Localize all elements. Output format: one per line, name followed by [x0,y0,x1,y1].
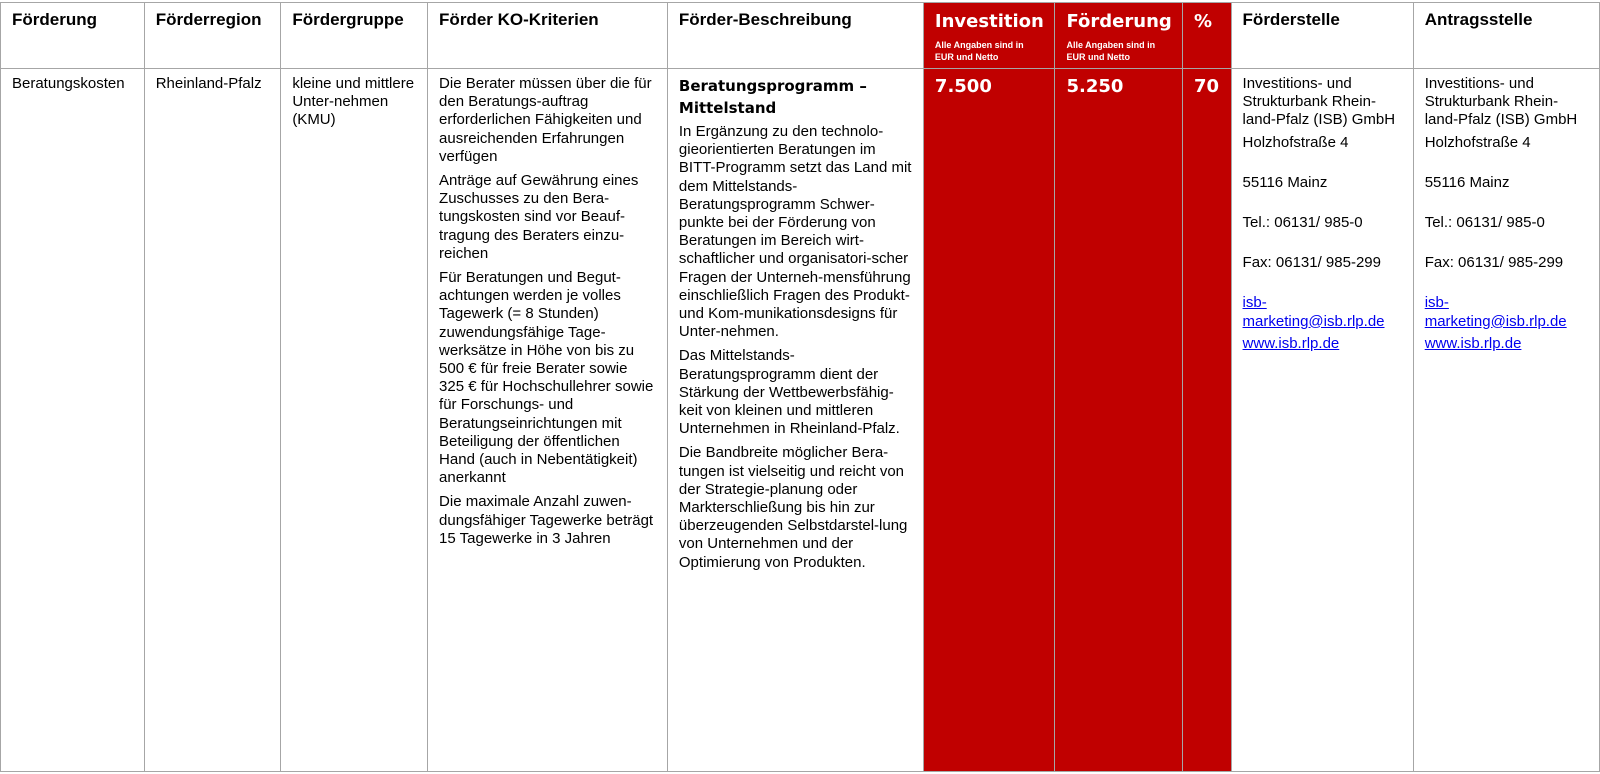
beschreibung-paragraph: Das Mittelstands-Beratungsprogramm dient der Stärkung der Wettbewerbsfähig-keit von kleinen und mittleren Unternehmen in Rheinland-Pfalz. [678,347,900,438]
header-investition-label: Investition [934,11,1044,32]
foerderstelle-email-part-2: marketing@isb.rlp.de [1242,312,1385,330]
ko-paragraph: Anträge auf Gewährung eines Zuschusses zu den Bera-tungskosten sind vor Beauf-tragung des Beraters einzu-reichen [439,172,639,262]
table-row [1,69,1600,772]
cell-investition: 7.500 [923,69,1055,772]
antragsstelle-name: Investitions- und Strukturbank Rhein-land-Pfalz (ISB) GmbH [1424,75,1578,129]
cell-ko-kriterien [428,69,668,772]
header-investition [923,3,1055,69]
foerderstelle-city: 55116 Mainz [1242,173,1328,191]
foerderstelle-email-link[interactable] [1243,294,1402,330]
header-investition-note: Alle Angaben sind in EUR und Netto [934,40,1024,62]
cell-beschreibung [667,69,923,772]
foerderstelle-web-link[interactable]: www.isb.rlp.de [1242,334,1340,352]
header-antragsstelle: Antragsstelle [1413,3,1599,69]
header-prozent [1182,3,1231,69]
antragsstelle-tel: Tel.: 06131/ 985-0 [1424,214,1545,232]
cell-foerderstelle [1231,69,1413,772]
beschreibung-title: Beratungsprogramm – Mittelstand [678,77,867,117]
header-foerderbetrag-note: Alle Angaben sind in EUR und Netto [1066,40,1156,62]
foerderstelle-fax: Fax: 06131/ 985-299 [1242,254,1381,272]
header-beschreibung: Förder-Beschreibung [667,3,923,69]
antragsstelle-email-part-2: marketing@isb.rlp.de [1424,312,1567,330]
antragsstelle-city: 55116 Mainz [1424,173,1510,191]
antragsstelle-street: Holzhofstraße 4 [1424,133,1531,151]
ko-paragraph: Die maximale Anzahl zuwen-dungsfähiger Tagewerke beträgt 15 Tagewerke in 3 Jahren [439,493,654,547]
cell-prozent: 70 [1182,69,1231,772]
header-foerderbetrag-label: Förderung [1066,11,1172,32]
ko-paragraph: Für Beratungen und Begut-achtungen werden je volles Tagewerk (= 8 Stunden) zuwendungsfähige Tage-werksätze in Höhe von bis zu 500 € für freie Berater sowie 325 € für Hochschullehrer sowie für Forschungs- und Beratungseinrichtungen mit Beteiligung der öffentlichen Hand (auch in Nebentätigkeit) anerkannt [439,269,654,487]
beschreibung-paragraph: In Ergänzung zu den technolo-gieorientierten Beratungen im BITT-Programm setzt das Land mit dem Mittelstands-Beratungsprogramm Schwer-punkte bei der Förderung von Beratungen im Bereich wirt-schaftlicher und organisatori-scher Fragen der Unterneh-mensführung einschließlich Fragen des Produkt- und Kom-munikationsdesigns für Unter-nehmen. [678,123,912,341]
foerderstelle-email-part-1: isb- [1242,294,1267,312]
antragsstelle-email-link[interactable] [1425,294,1588,330]
foerderstelle-tel: Tel.: 06131/ 985-0 [1242,214,1363,232]
antragsstelle-web-link[interactable]: www.isb.rlp.de [1424,334,1522,352]
cell-foerderbetrag: 5.250 [1055,69,1183,772]
foerder-table [0,2,1600,772]
header-foerderbetrag [1055,3,1183,69]
cell-region: Rheinland-Pfalz [144,69,281,772]
foerderstelle-name: Investitions- und Strukturbank Rhein-land-Pfalz (ISB) GmbH [1242,75,1396,129]
cell-gruppe: kleine und mittlere Unter-nehmen (KMU) [281,69,428,772]
ko-paragraph: Die Berater müssen über die für den Beratungs-auftrag erforderlichen Fähigkeiten und ausreichenden Erfahrungen verfügen [439,75,652,165]
header-foerderung: Förderung [1,3,145,69]
antragsstelle-email-part-1: isb- [1424,294,1449,312]
header-ko-kriterien: Förder KO-Kriterien [428,3,668,69]
foerderstelle-street: Holzhofstraße 4 [1242,133,1349,151]
cell-foerderung: Beratungskosten [1,69,145,772]
header-foerderstelle: Förderstelle [1231,3,1413,69]
header-prozent-label: % [1193,11,1213,32]
cell-antragsstelle [1413,69,1599,772]
antragsstelle-fax: Fax: 06131/ 985-299 [1424,254,1564,272]
header-region: Förderregion [144,3,281,69]
header-row [1,3,1600,69]
beschreibung-paragraph: Die Bandbreite möglicher Bera-tungen ist vielseitig und reicht von der Strategie-planung oder Markterschließung bis hin zur überzeugenden Selbstdarstel-lung von Unternehmen und der Optimierung von Produkten. [678,444,908,571]
header-gruppe: Fördergruppe [281,3,428,69]
